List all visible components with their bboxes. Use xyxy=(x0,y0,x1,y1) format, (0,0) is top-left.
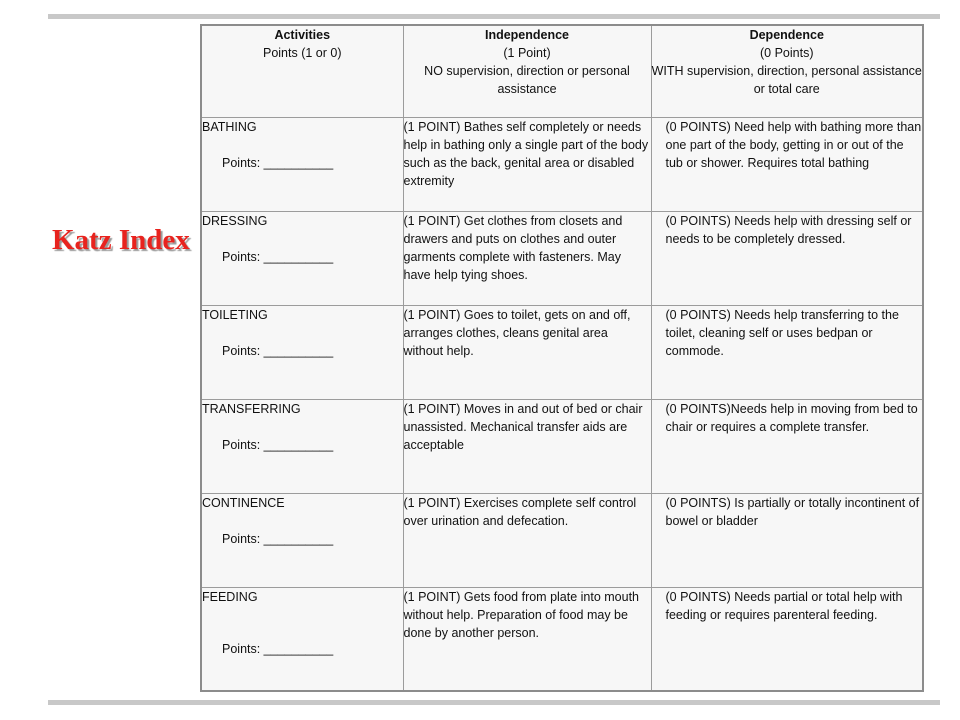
header-description: NO supervision, direction or personal assistance xyxy=(424,64,630,96)
activity-name: TRANSFERRING xyxy=(202,401,301,416)
points-blank: Points: __________ xyxy=(222,343,334,358)
activity-cell xyxy=(201,399,403,493)
independence-cell: (1 POINT) Exercises complete self control over urination and defecation. xyxy=(403,493,651,587)
independence-cell: (1 POINT) Get clothes from closets and drawers and puts on clothes and outer garments complete with fasteners. May have help tying shoes. xyxy=(403,211,651,305)
activity-name: CONTINENCE xyxy=(202,495,285,510)
header-title: Independence xyxy=(484,28,570,42)
katz-index-table xyxy=(200,24,924,692)
activity-name: DRESSING xyxy=(202,213,268,228)
activity-name: TOILETING xyxy=(202,307,268,322)
header-description: WITH supervision, direction, personal assistance or total care xyxy=(651,64,922,96)
table-row xyxy=(201,211,923,305)
table-row xyxy=(201,587,923,691)
dependence-cell: (0 POINTS) Need help with bathing more than one part of the body, getting in or out of the tub or shower. Requires total bathing xyxy=(651,117,923,211)
table-row xyxy=(201,399,923,493)
points-blank: Points: __________ xyxy=(222,249,334,264)
points-blank: Points: __________ xyxy=(222,437,334,452)
header-title: Dependence xyxy=(749,28,824,42)
points-blank: Points: __________ xyxy=(222,641,334,656)
header-title: Activities xyxy=(274,28,331,42)
points-blank: Points: __________ xyxy=(222,155,334,170)
dependence-cell: (0 POINTS) Needs help transferring to the toilet, cleaning self or uses bedpan or commode. xyxy=(651,305,923,399)
header-activities xyxy=(201,25,403,117)
top-divider xyxy=(48,14,940,19)
activity-cell xyxy=(201,587,403,691)
activity-cell xyxy=(201,117,403,211)
activity-name: FEEDING xyxy=(202,589,258,604)
independence-cell: (1 POINT) Bathes self completely or needs help in bathing only a single part of the body such as the back, genital area or disabled extremity xyxy=(403,117,651,211)
slide-title: Katz Index xyxy=(52,224,190,256)
independence-cell: (1 POINT) Gets food from plate into mouth without help. Preparation of food may be done by another person. xyxy=(403,587,651,691)
table-row xyxy=(201,493,923,587)
dependence-cell: (0 POINTS) Is partially or totally incontinent of bowel or bladder xyxy=(651,493,923,587)
header-subtitle: Points (1 or 0) xyxy=(262,46,342,60)
table-row xyxy=(201,305,923,399)
independence-cell: (1 POINT) Goes to toilet, gets on and off, arranges clothes, cleans genital area without help. xyxy=(403,305,651,399)
header-points: (0 Points) xyxy=(760,46,814,60)
table-row xyxy=(201,117,923,211)
dependence-cell: (0 POINTS) Needs help with dressing self or needs to be completely dressed. xyxy=(651,211,923,305)
points-blank: Points: __________ xyxy=(222,531,334,546)
activity-cell xyxy=(201,493,403,587)
activity-name: BATHING xyxy=(202,119,257,134)
header-points: (1 Point) xyxy=(503,46,551,60)
dependence-cell: (0 POINTS) Needs partial or total help with feeding or requires parenteral feeding. xyxy=(651,587,923,691)
independence-cell: (1 POINT) Moves in and out of bed or chair unassisted. Mechanical transfer aids are acceptable xyxy=(403,399,651,493)
header-dependence xyxy=(651,25,923,117)
header-independence xyxy=(403,25,651,117)
activity-cell xyxy=(201,305,403,399)
activity-cell xyxy=(201,211,403,305)
header-row xyxy=(201,25,923,117)
dependence-cell: (0 POINTS)Needs help in moving from bed to chair or requires a complete transfer. xyxy=(651,399,923,493)
bottom-divider xyxy=(48,700,940,705)
